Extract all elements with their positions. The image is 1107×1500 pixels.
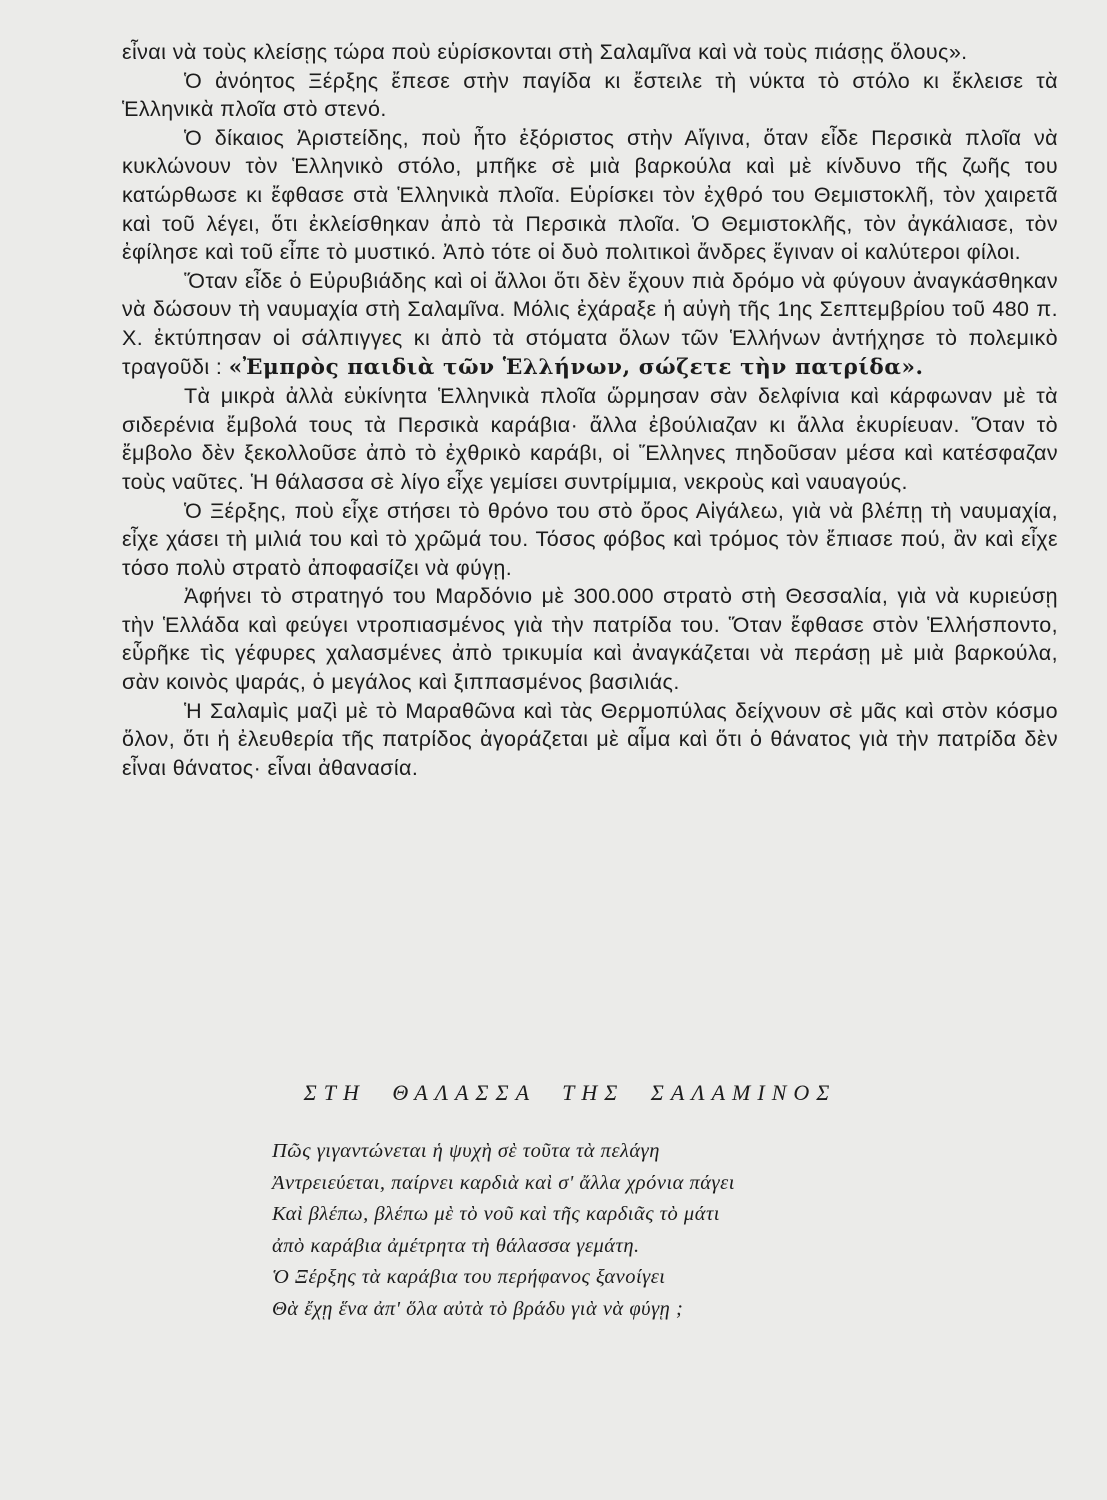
poem-title: ΣΤΗ ΘΑΛΑΣΣΑ ΤΗΣ ΣΑΛΑΜΙΝΟΣ	[303, 1080, 837, 1105]
paragraph-3: Ὁ δίκαιος Ἀριστείδης, ποὺ ἦτο ἐξόριστος στὴν Αἴγινα, ὅταν εἶδε Περσικὰ πλοῖα νὰ κυκλώνουν τὸν Ἑλληνικὸ στόλο, μπῆκε σὲ μιὰ βαρκούλα καὶ μὲ κίνδυνο τῆς ζωῆς του κατώρθωσε κι ἔφθασε στὰ Ἑλληνικὰ πλοῖα. Εὑρίσκει τὸν ἐχθρό του Θεμιστοκλῆ, τὸν χαιρετᾶ καὶ τοῦ λέγει, ὅτι ἐκλείσθηκαν ἀπὸ τὰ Περσικὰ πλοῖα. Ὁ Θεμιστοκλῆς, τὸν ἀγκάλιασε, τὸν ἐφίλησε καὶ τοῦ εἶπε τὸ μυστικό. Ἀπὸ τότε οἱ δυὸ πολιτικοὶ ἄνδρες ἔγιναν οἱ καλύτεροι φίλοι.	[122, 125, 1058, 265]
poem-line: ἀπὸ καράβια ἀμέτρητα τὴ θάλασσα γεμάτη.	[272, 1234, 640, 1257]
poem-line: Ἀντρειεύεται, παίρνει καρδιὰ καὶ σ' ἄλλα χρόνια πάγει	[272, 1171, 735, 1194]
paragraph-5: Τὰ μικρὰ ἀλλὰ εὐκίνητα Ἑλληνικὰ πλοῖα ὥρμησαν σὰν δελφίνια καὶ κάρφωναν μὲ τὰ σιδερένια ἔμβολά τους τὰ Περσικὰ καράβια· ἄλλα ἐβούλιαζαν κι ἄλλα ἐκυρίευαν. Ὅταν τὸ ἔμβολο δὲν ξεκολλοῦσε ἀπὸ τὸ ἐχθρικὸ καράβι, οἱ Ἕλληνες πηδοῦσαν μέσα καὶ κατέσφαζαν τοὺς ναῦτες. Ἡ θάλασσα σὲ λίγο εἶχε γεμίσει συντρίμμια, νεκροὺς καὶ ναυαγούς.	[122, 384, 1058, 494]
paragraph-6: Ὁ Ξέρξης, ποὺ εἶχε στήσει τὸ θρόνο του στὸ ὄρος Αἰγάλεω, γιὰ νὰ βλέπῃ τὴ ναυμαχία, εἶχε χάσει τὴ μιλιά του καὶ τὸ χρῶμά του. Τόσος φόβος καὶ τρόμος τὸν ἔπιασε πού, ἂν καὶ εἶχε τόσο πολὺ στρατὸ ἀποφασίζει νὰ φύγῃ.	[122, 498, 1058, 580]
poem-line: Θὰ ἔχῃ ἕνα ἀπ' ὅλα αὐτὰ τὸ βράδυ γιὰ νὰ φύγῃ ;	[272, 1297, 684, 1320]
poem-line: Πῶς γιγαντώνεται ἡ ψυχὴ σὲ τοῦτα τὰ πελάγη	[272, 1140, 660, 1162]
poem-line: Ὁ Ξέρξης τὰ καράβια του περήφανος ξανοίγει	[272, 1266, 666, 1289]
paragraph-4	[122, 267, 1058, 382]
paragraph-8: Ἡ Σαλαμὶς μαζὶ μὲ τὸ Μαραθῶνα καὶ τὰς Θερμοπύλας δείχνουν σὲ μᾶς καὶ στὸν κόσμο ὅλον, ὅτι ἡ ἐλευθερία τῆς πατρίδος ἀγοράζεται μὲ αἷμα καὶ ὅτι ὁ θάνατος γιὰ τὴν πατρίδα δὲν εἶναι θάνατος· εἶναι ἀθανασία.	[122, 698, 1058, 780]
prose-body	[122, 38, 1058, 782]
paragraph-1: εἶναι νὰ τοὺς κλείσῃς τώρα ποὺ εὑρίσκονται στὴ Σαλαμῖνα καὶ νὰ τοὺς πιάσῃς ὅλους».	[122, 40, 968, 64]
poem-line: Καὶ βλέπω, βλέπω μὲ τὸ νοῦ καὶ τῆς καρδιᾶς τὸ μάτι	[272, 1203, 720, 1226]
paragraph-7: Ἀφήνει τὸ στρατηγό του Μαρδόνιο μὲ 300.000 στρατὸ στὴ Θεσσαλία, γιὰ νὰ κυριεύσῃ τὴν Ἑλλάδα καὶ φεύγει ντροπιασμένος γιὰ τὴν πατρίδα του. Ὅταν ἔφθασε στὸν Ἑλλήσποντο, εὗρῆκε τὶς γέφυρες χαλασμένες ἀπὸ τρικυμία καὶ ἀναγκάζεται νὰ περάσῃ μὲ μιὰ βαρκούλα, σὰν κοινὸς ψαράς, ὁ μεγάλος καὶ ξιππασμένος βασιλιάς.	[122, 584, 1058, 695]
paragraph-2: Ὁ ἀνόητος Ξέρξης ἔπεσε στὴν παγίδα κι ἔστειλε τὴ νύκτα τὸ στόλο κι ἔκλεισε τὰ Ἑλληνικὰ πλοῖα στὸ στενό.	[122, 68, 1058, 122]
poem	[272, 1136, 912, 1326]
battle-song-quote: «Ἐμπρὸς παιδιὰ τῶν Ἑλλήνων, σώζετε τὴν πατρίδα».	[228, 354, 924, 380]
paragraph-4-text: Ὅταν εἶδε ὁ Εὐρυβιάδης καὶ οἱ ἄλλοι ὅτι δὲν ἔχουν πιὰ δρόμο νὰ φύγουν ἀναγκάσθηκαν νὰ δώσουν τὴ ναυμαχία στὴ Σαλαμῖνα. Μόλις ἐχάραξε ἡ αὐγὴ τῆς 1ης Σεπτεμβρίου τοῦ 480 π. Χ. ἐκτύπησαν οἱ σάλπιγγες κι ἀπὸ τὰ στόματα ὅλων τῶν Ἑλλήνων ἀντήχησε τὸ πολεμικὸ τραγοῦδι :	[122, 268, 1058, 379]
